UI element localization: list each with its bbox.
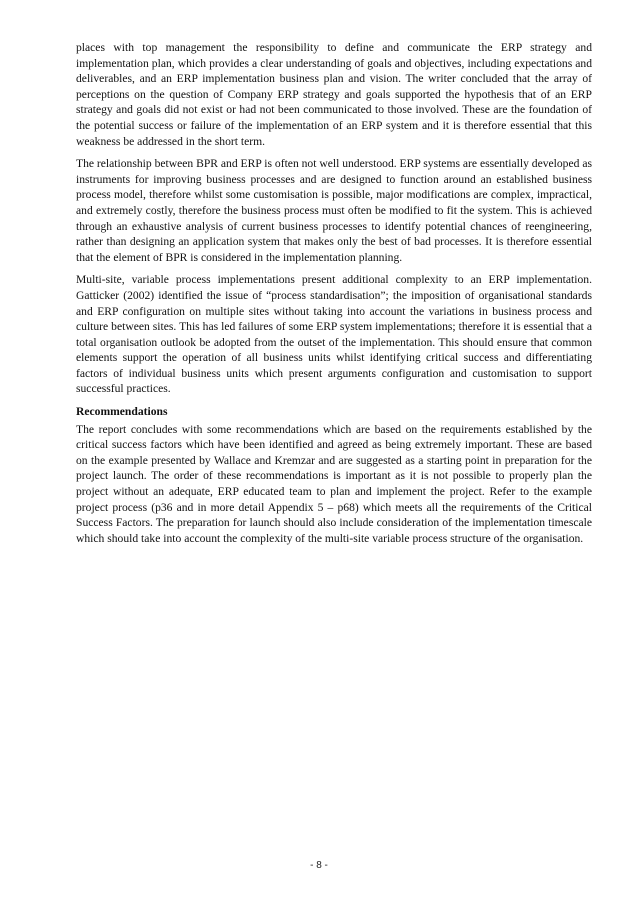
paragraph-recommendations: The report concludes with some recommendations which are based on the requirements established by the critical success factors which have been identified and agreed as being extremely important. These are based on the example presented by Wallace and Kremzar and are suggested as a starting point in preparation for the project launch. The order of these recommendations is important as it is not possible to properly plan the project without an adequate, ERP educated team to plan and implement the project. Refer to the example project process (p36 and in more detail Appendix 5 – p68) which meets all the requirements of the Critical Success Factors. The preparation for launch should also include consideration of the implementation timescale which should take into account the complexity of the multi-site variable process structure of the organisation. [76,422,592,545]
paragraph-bpr-erp: The relationship between BPR and ERP is often not well understood. ERP systems are essentially developed as instruments for improving business processes and are designed to function around an established business process model, therefore whilst some customisation is possible, major modifications are complex, impractical, and extremely costly, therefore the business process must often be modified to fit the system. This is achieved through an exhaustive analysis of current business processes to identify potential chances of reengineering, rather than designing an application system that makes only the best of bad processes. It is therefore essential that the element of BPR is considered in the implementation planning. [76,157,592,264]
paragraph-strategy: places with top management the responsibility to define and communicate the ERP strategy and implementation plan, which provides a clear understanding of goals and objectives, including expectations and deliverables, and an ERP implementation business plan and vision. The writer concluded that the array of perceptions on the question of Company ERP strategy and goals supported the hypothesis that of an ERP strategy and goals did not exist or had not been communicated to those involved. These are the foundation of the potential success or failure of the implementation of an ERP system and it is therefore essential that this weakness be addressed in the short term. [76,41,592,148]
page-number: - 8 - [310,860,328,871]
page-body [76,40,592,553]
recommendations-heading: Recommendations [76,405,168,419]
paragraph-multi-site: Multi-site, variable process implementations present additional complexity to an ERP implementation. Gatticker (2002) identified the issue of “process standardisation”; the imposition of organisational standards and ERP configuration on multiple sites without taking into account the variations in business process and culture between sites. This has led failures of some ERP system implementations; therefore it is essential that a total organisation outlook be adopted from the outset of the implementation. This should ensure that common elements support the operation of all business units whilst identifying critical success and differentiating factors of individual business units which present arguments configuration and customisation to support successful practices. [76,273,592,396]
